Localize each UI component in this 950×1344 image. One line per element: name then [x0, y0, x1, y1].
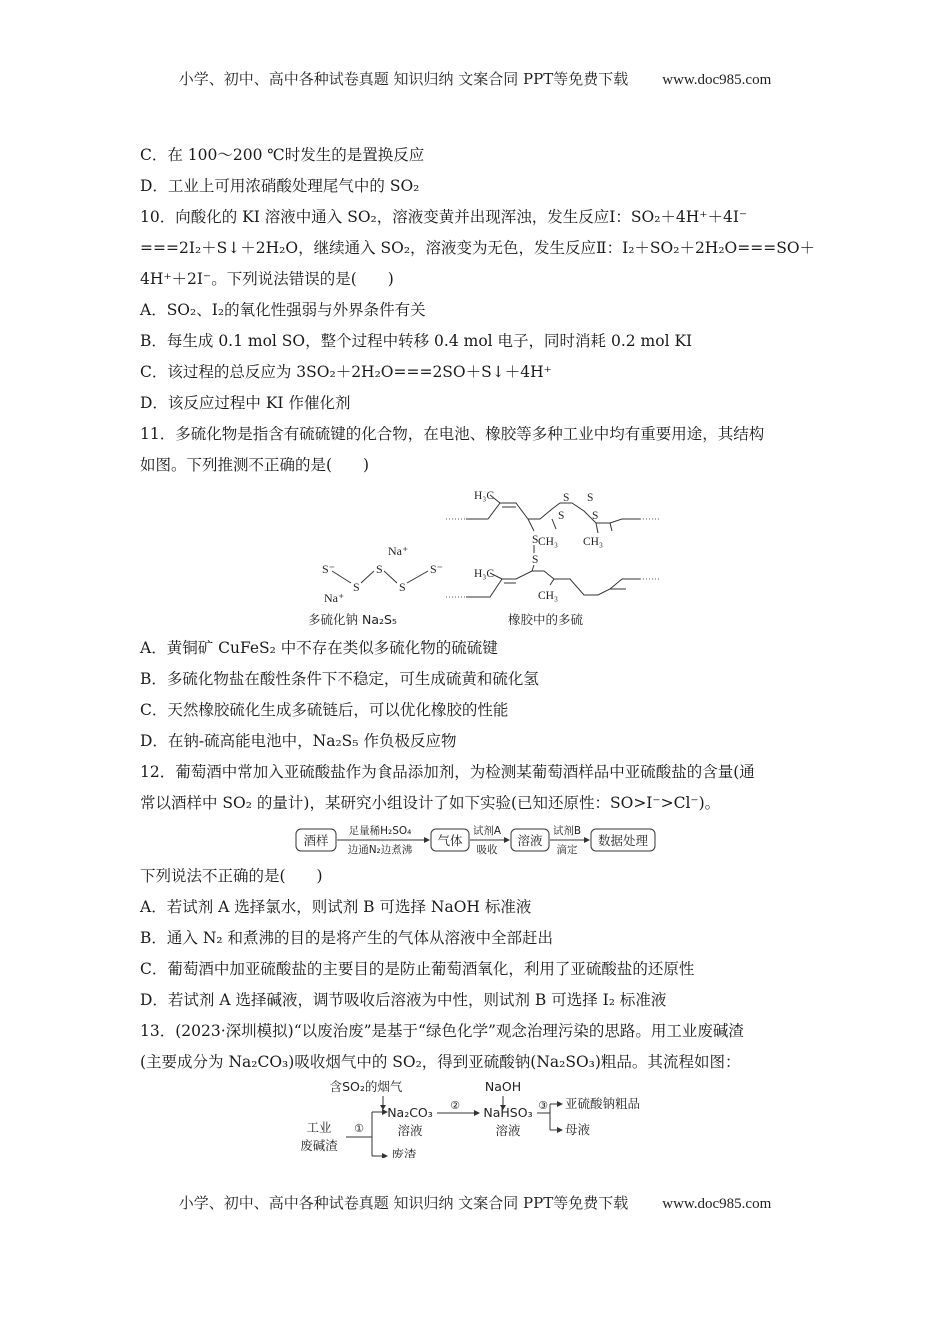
q13-input-naoh: NaOH: [484, 1079, 522, 1094]
header-text: 小学、初中、高中各种试卷真题 知识归纳 文案合同 PPT等免费下载: [178, 70, 629, 88]
q12-option-c: C．葡萄酒中加亚硫酸盐的主要目的是防止葡萄酒氧化，利用了亚硫酸盐的还原性: [140, 960, 695, 978]
q13-start-line1: 工业: [306, 1120, 332, 1135]
ch3-lower: CH₃: [538, 590, 558, 602]
h3c-top: H₃C: [474, 490, 494, 502]
q10-option-a: A．SO₂、I₂的氧化性强弱与外界条件有关: [140, 301, 426, 319]
s-minus-left: S⁻: [322, 562, 336, 576]
q12-stem-line2: 常以酒样中 SO₂ 的量计)，某研究小组设计了如下实验(已知还原性：SO>I⁻>Cl⁻)。: [140, 794, 721, 812]
q10-option-b: B．每生成 0.1 mol SO，整个过程中转移 0.4 mol 电子，同时消耗 0.2 mol KI: [140, 332, 693, 350]
rubber-s-1: S: [532, 534, 539, 546]
q13-start-line2: 废碱渣: [300, 1138, 338, 1153]
q10-option-c: C．该过程的总反应为 3SO₂＋2H₂O===2SO＋S↓＋4H⁺: [140, 363, 552, 381]
q13-flow-svg: [140, 1078, 812, 1158]
ring-s-2: S: [587, 492, 594, 504]
q13-step1-label: ①: [354, 1122, 364, 1135]
flow-arrow-1-bottom: 边通N₂边煮沸: [347, 844, 413, 856]
flow-arrow-2-top: 试剂A: [472, 825, 502, 837]
q13-waste: 废渣: [391, 1147, 417, 1158]
q11-stem-line2: 如图。下列推测不正确的是( ): [140, 456, 370, 474]
q12-option-a: A．若试剂 A 选择氯水，则试剂 B 可选择 NaOH 标准液: [140, 898, 532, 916]
q9-option-d: D．工业上可用浓硝酸处理尾气中的 SO₂: [140, 177, 420, 195]
flow-arrow-3-top: 试剂B: [552, 825, 582, 837]
footer-text: 小学、初中、高中各种试卷真题 知识归纳 文案合同 PPT等免费下载: [178, 1194, 629, 1212]
ring-s-1: S: [563, 492, 570, 504]
ch3-upper-1: CH₃: [538, 536, 558, 548]
q10-stem-line2: ===2I₂＋S↓＋2H₂O，继续通入 SO₂，溶液变为无色，发生反应Ⅱ：I₂＋SO₂＋2H₂O===SO＋: [140, 239, 816, 257]
footer-site[interactable]: www.doc985.com: [662, 1196, 772, 1212]
flow-arrow-3-bottom: 滴定: [556, 844, 578, 856]
page-footer: [0, 1192, 950, 1213]
q11-option-c: C．天然橡胶硫化生成多硫链后，可以优化橡胶的性能: [140, 701, 509, 719]
q12-stem-line3: 下列说法不正确的是( ): [140, 867, 323, 885]
na2s5-caption: 多硫化钠 Na₂S₅: [308, 612, 397, 627]
q11-stem-line1: 11．多硫化物是指含有硫硫键的化合物，在电池、橡胶等多种工业中均有重要用途，其结构: [140, 425, 765, 443]
q13-input-gas: 含SO₂的烟气: [329, 1079, 403, 1094]
q13-stem-line1: 13．(2023·深圳模拟)“以废治废”是基于“绿色化学”观念治理污染的思路。用工业废碱渣: [140, 1022, 744, 1040]
flow-arrow-2-bottom: 吸收: [476, 844, 498, 856]
page-header: [0, 68, 950, 89]
q12-option-d: D．若试剂 A 选择碱液，调节吸收后溶液为中性，则试剂 B 可选择 I₂ 标准液: [140, 991, 667, 1009]
q13-branch-bottom-head: [382, 1153, 388, 1158]
q13-na2co3-line1: Na₂CO₃: [387, 1105, 433, 1120]
s-atom-1: S: [353, 580, 360, 594]
q12-flow-svg: [140, 819, 812, 861]
q11-figure: [140, 481, 812, 633]
q13-step2-head: [474, 1110, 480, 1116]
q12-option-b: B．通入 N₂ 和煮沸的目的是将产生的气体从溶液中全部赶出: [140, 929, 554, 947]
ring-s-4: S: [592, 510, 599, 522]
header-site[interactable]: www.doc985.com: [662, 72, 772, 88]
q13-nahso3-line2: 溶液: [495, 1123, 521, 1138]
q9-option-c: C．在 100～200 ℃时发生的是置换反应: [140, 146, 425, 164]
q10-stem-line3: 4H⁺＋2I⁻。下列说法错误的是( ): [140, 270, 394, 288]
rubber-structure: [446, 490, 660, 627]
na-plus-top: Na⁺: [388, 544, 409, 558]
na-plus-left: Na⁺: [324, 591, 345, 605]
s-atom-3: S: [399, 580, 406, 594]
q13-flowchart: [140, 1078, 812, 1158]
flow-box-4-label: 数据处理: [597, 833, 649, 848]
q13-mother-liquor: 母液: [565, 1122, 591, 1137]
q10-stem-line1: 10．向酸化的 KI 溶液中通入 SO₂，溶液变黄并出现浑浊，发生反应Ⅰ：SO₂＋4H⁺＋4I⁻: [140, 208, 748, 226]
ring-s-3: S: [558, 510, 565, 522]
s-atom-2: S: [376, 562, 383, 576]
q10-option-d: D．该反应过程中 KI 作催化剂: [140, 394, 351, 412]
q13-split-top-head: [557, 1101, 563, 1107]
flow-arrowhead-3: [584, 837, 590, 843]
flow-arrow-1-top: 足量稀H₂SO₄: [348, 825, 412, 837]
q12-stem-line1: 12．葡萄酒中常加入亚硫酸盐作为食品添加剂，为检测某葡萄酒样品中亚硫酸盐的含量(通: [140, 763, 755, 781]
q11-option-d: D．在钠-硫高能电池中，Na₂S₅ 作负极反应物: [140, 732, 457, 750]
flow-box-1-label: 酒样: [303, 833, 329, 848]
q13-step3-label: ③: [538, 1099, 548, 1112]
flow-box-3-label: 溶液: [517, 833, 543, 848]
q13-nahso3-line1: NaHSO₃: [483, 1105, 533, 1120]
rubber-chain-continuation: [446, 519, 660, 597]
s-minus-right: S⁻: [430, 562, 444, 576]
polysulfide-structures: [140, 481, 812, 633]
h3c-bottom: H₃C: [474, 568, 494, 580]
rubber-s-2: S: [532, 554, 539, 566]
q13-stem-line2: (主要成分为 Na₂CO₃)吸收烟气中的 SO₂，得到亚硫酸钠(Na₂SO₃)粗品。其流程如图：: [140, 1053, 741, 1071]
rubber-caption: 橡胶中的多硫: [508, 612, 584, 627]
q13-product: 亚硫酸钠粗品: [565, 1096, 641, 1111]
q13-na2co3-line2: 溶液: [397, 1123, 423, 1138]
flow-box-2-label: 气体: [437, 833, 463, 848]
q13-gas-arrowhead: [380, 1105, 386, 1110]
ch3-upper-2: CH₃: [583, 536, 603, 548]
document-body: [140, 140, 816, 1158]
flow-arrowhead-2: [504, 837, 510, 843]
q11-option-a: A．黄铜矿 CuFeS₂ 中不存在类似多硫化物的硫硫键: [140, 639, 498, 657]
na2s5-structure: [308, 544, 443, 627]
q13-split-bottom-head: [557, 1127, 563, 1133]
q13-step2-label: ②: [450, 1099, 460, 1112]
q11-option-b: B．多硫化物盐在酸性条件下不稳定，可生成硫黄和硫化氢: [140, 670, 539, 688]
q12-flowchart: [140, 819, 812, 861]
flow-arrowhead-1: [424, 837, 430, 843]
